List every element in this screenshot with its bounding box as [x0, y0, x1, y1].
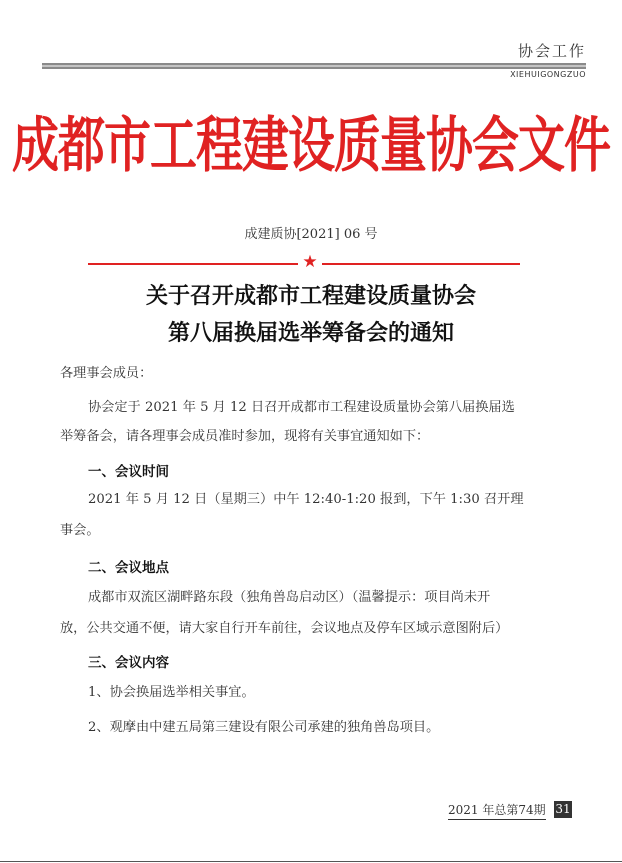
page-number: 31 — [555, 802, 571, 816]
section-heading-content: 三、会议内容 — [88, 655, 169, 671]
document-number: 成建质协[2021] 06 号 — [244, 227, 378, 242]
issue-label: 2021 年总第74期 — [448, 801, 546, 820]
section-heading-time: 一、会议时间 — [88, 464, 169, 480]
red-rule-left — [88, 263, 298, 265]
time-line-2: 事会。 — [60, 523, 100, 538]
content-item-2: 2、观摩由中建五局第三建设有限公司承建的独角兽岛项目。 — [88, 720, 440, 735]
content-item-1: 1、协会换届选举相关事宜。 — [88, 685, 255, 700]
red-rule-right — [322, 263, 520, 265]
intro-line-1: 协会定于 2021 年 5 月 12 日召开成都市工程建设质量协会第八届换届选 — [88, 400, 515, 415]
intro-line-2: 举筹备会，请各理事会成员准时参加，现将有关事宜通知如下： — [60, 429, 430, 444]
headline-line-1: 关于召开成都市工程建设质量协会 — [145, 284, 476, 309]
headline-line-2: 第八届换届选举筹备会的通知 — [167, 321, 454, 346]
salutation: 各理事会成员： — [60, 366, 153, 381]
section-pinyin: XIEHUIGONGZUO — [510, 70, 586, 79]
section-label: 协会工作 — [517, 42, 586, 60]
time-line-1: 2021 年 5 月 12 日（星期三）中午 12:40-1:20 报到，下午 1:30 召开理 — [88, 492, 524, 507]
issuer-title: 成都市工程建设质量协会文件 — [12, 111, 610, 182]
star-icon: ★ — [302, 252, 318, 272]
header-bar — [42, 63, 586, 69]
location-line-1: 成都市双流区湖畔路东段（独角兽岛启动区）（温馨提示：项目尚未开 — [88, 590, 491, 605]
section-heading-location: 二、会议地点 — [88, 560, 169, 576]
location-line-2: 放，公共交通不便，请大家自行开车前往，会议地点及停车区域示意图附后） — [60, 621, 509, 636]
bottom-divider — [0, 861, 622, 862]
